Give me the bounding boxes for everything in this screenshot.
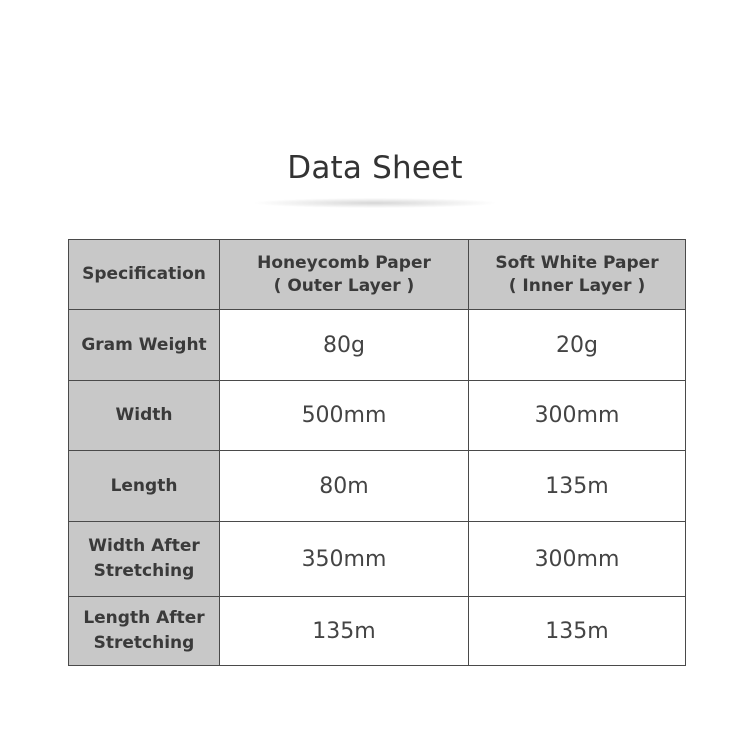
- row-label-length: Length: [69, 451, 220, 522]
- table-header-row: [69, 240, 686, 310]
- header-honeycomb-subtitle: ( Outer Layer ): [273, 275, 415, 296]
- cell-outer-width: 500mm: [220, 381, 469, 451]
- table-row: [69, 597, 686, 666]
- header-soft-white-title: Soft White Paper: [495, 252, 659, 273]
- cell-inner-length: 135m: [469, 451, 686, 522]
- cell-inner-length-after-stretching: 135m: [469, 597, 686, 666]
- page-title: Data Sheet: [287, 150, 463, 186]
- row-label-gram-weight: Gram Weight: [69, 310, 220, 381]
- table-row: [69, 381, 686, 451]
- table-row: [69, 310, 686, 381]
- header-soft-white-subtitle: ( Inner Layer ): [508, 275, 646, 296]
- cell-outer-length-after-stretching: 135m: [220, 597, 469, 666]
- cell-inner-gram-weight: 20g: [469, 310, 686, 381]
- header-honeycomb-title: Honeycomb Paper: [257, 252, 431, 273]
- header-specification: Specification: [69, 240, 220, 310]
- row-label-line: Width After: [88, 536, 200, 556]
- row-label-line: Stretching: [93, 561, 195, 581]
- header-honeycomb-paper: [220, 240, 469, 310]
- row-label-width-after-stretching: [69, 522, 220, 597]
- cell-outer-gram-weight: 80g: [220, 310, 469, 381]
- header-soft-white-paper: [469, 240, 686, 310]
- row-label-line: Stretching: [93, 633, 195, 653]
- cell-outer-length: 80m: [220, 451, 469, 522]
- cell-outer-width-after-stretching: 350mm: [220, 522, 469, 597]
- row-label-width: Width: [69, 381, 220, 451]
- title-underline-shadow: [255, 198, 495, 208]
- table-row: [69, 451, 686, 522]
- cell-inner-width: 300mm: [469, 381, 686, 451]
- data-sheet-table: [68, 239, 686, 666]
- cell-inner-width-after-stretching: 300mm: [469, 522, 686, 597]
- table-row: [69, 522, 686, 597]
- row-label-length-after-stretching: [69, 597, 220, 666]
- row-label-line: Length After: [83, 608, 205, 628]
